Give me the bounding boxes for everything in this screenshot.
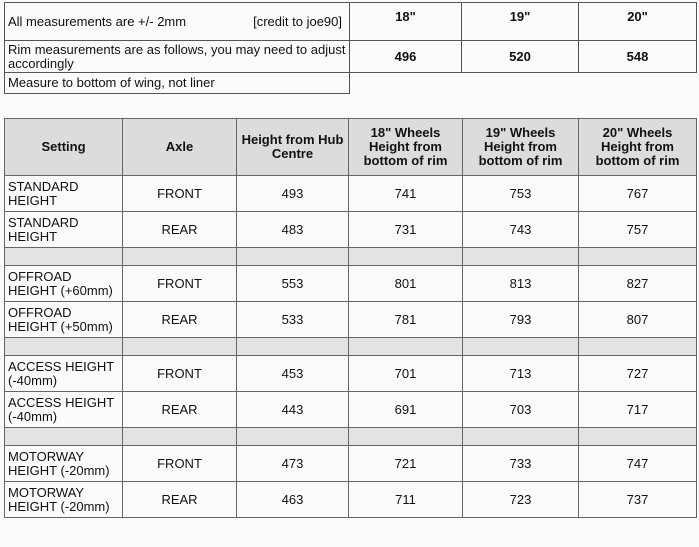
info-table (4, 2, 697, 94)
setting-cell: OFFROAD HEIGHT (+60mm) (5, 266, 123, 302)
table-row (5, 446, 697, 482)
setting-cell: ACCESS HEIGHT (-40mm) (5, 356, 123, 392)
table-row (5, 356, 697, 392)
info-row-rim (5, 41, 697, 73)
size-20-cell: 20" (579, 3, 697, 41)
w18-cell: 731 (349, 212, 463, 248)
separator-row (5, 248, 697, 266)
separator-row (5, 428, 697, 446)
table-row (5, 392, 697, 428)
measure-note-cell: Measure to bottom of wing, not liner (5, 73, 350, 94)
header-20-wheels: 20" Wheels Height from bottom of rim (579, 119, 697, 176)
axle-cell: REAR (123, 302, 237, 338)
hub-cell: 483 (237, 212, 349, 248)
w18-cell: 701 (349, 356, 463, 392)
table-row (5, 212, 697, 248)
rim-note-cell: Rim measurements are as follows, you may need to adjust accordingly (5, 41, 350, 73)
w20-cell: 827 (579, 266, 697, 302)
hub-cell: 533 (237, 302, 349, 338)
w20-cell: 737 (579, 482, 697, 518)
hub-cell: 493 (237, 176, 349, 212)
separator-row (5, 338, 697, 356)
header-axle: Axle (123, 119, 237, 176)
suspension-height-table (4, 118, 697, 518)
w19-cell: 793 (463, 302, 579, 338)
axle-cell: FRONT (123, 446, 237, 482)
setting-cell: STANDARD HEIGHT (5, 176, 123, 212)
hub-cell: 463 (237, 482, 349, 518)
axle-cell: REAR (123, 212, 237, 248)
credit-text: [credit to joe90] (253, 13, 342, 29)
setting-cell: MOTORWAY HEIGHT (-20mm) (5, 446, 123, 482)
rim-19-cell: 520 (462, 41, 579, 73)
tolerance-text: All measurements are +/- 2mm (8, 13, 187, 29)
w19-cell: 723 (463, 482, 579, 518)
tolerance-cell (5, 3, 350, 41)
table-row (5, 482, 697, 518)
axle-cell: REAR (123, 392, 237, 428)
w18-cell: 781 (349, 302, 463, 338)
w20-cell: 747 (579, 446, 697, 482)
size-18-cell: 18" (350, 3, 462, 41)
header-hub-height: Height from Hub Centre (237, 119, 349, 176)
w18-cell: 721 (349, 446, 463, 482)
w18-cell: 741 (349, 176, 463, 212)
w20-cell: 767 (579, 176, 697, 212)
w20-cell: 757 (579, 212, 697, 248)
info-row-tolerance (5, 3, 697, 41)
table-row (5, 176, 697, 212)
w18-cell: 801 (349, 266, 463, 302)
setting-cell: MOTORWAY HEIGHT (-20mm) (5, 482, 123, 518)
axle-cell: FRONT (123, 356, 237, 392)
w19-cell: 703 (463, 392, 579, 428)
header-19-wheels: 19" Wheels Height from bottom of rim (463, 119, 579, 176)
info-row-measure (5, 73, 697, 94)
axle-cell: FRONT (123, 266, 237, 302)
setting-cell: ACCESS HEIGHT (-40mm) (5, 392, 123, 428)
hub-cell: 473 (237, 446, 349, 482)
w18-cell: 691 (349, 392, 463, 428)
rim-18-cell: 496 (350, 41, 462, 73)
size-19-cell: 19" (462, 3, 579, 41)
w19-cell: 743 (463, 212, 579, 248)
w19-cell: 813 (463, 266, 579, 302)
w19-cell: 713 (463, 356, 579, 392)
setting-cell: OFFROAD HEIGHT (+50mm) (5, 302, 123, 338)
w19-cell: 753 (463, 176, 579, 212)
w20-cell: 807 (579, 302, 697, 338)
w20-cell: 717 (579, 392, 697, 428)
rim-20-cell: 548 (579, 41, 697, 73)
table-row (5, 302, 697, 338)
header-setting: Setting (5, 119, 123, 176)
setting-cell: STANDARD HEIGHT (5, 212, 123, 248)
w18-cell: 711 (349, 482, 463, 518)
table-row (5, 266, 697, 302)
header-18-wheels: 18" Wheels Height from bottom of rim (349, 119, 463, 176)
hub-cell: 453 (237, 356, 349, 392)
header-row (5, 119, 697, 176)
w20-cell: 727 (579, 356, 697, 392)
hub-cell: 443 (237, 392, 349, 428)
hub-cell: 553 (237, 266, 349, 302)
axle-cell: REAR (123, 482, 237, 518)
w19-cell: 733 (463, 446, 579, 482)
axle-cell: FRONT (123, 176, 237, 212)
